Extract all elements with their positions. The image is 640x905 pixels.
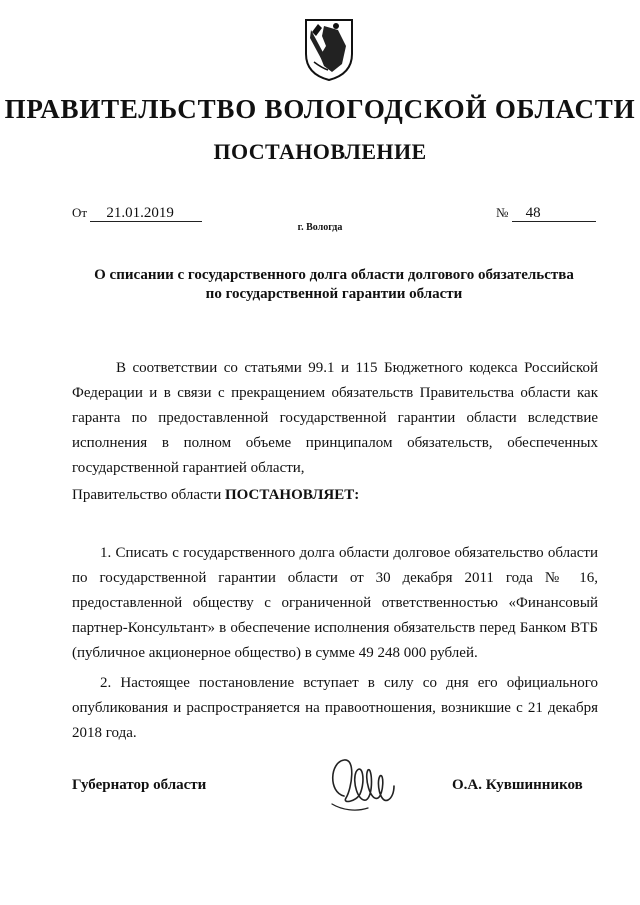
resolve-line [72, 483, 598, 508]
clause-1: 1. Списать с государственного долга области долговое обязательство области по государственной гарантии области от 30 декабря 2011 года № 16, предоставленной обществу с ограниченной ответственностью «Финансовый партнер-Консультант» в обеспечение исполнения обязательств перед Банком ВТБ (публичное акционерное общество) в сумме 49 248 000 рублей. [72, 545, 598, 661]
document-type: ПОСТАНОВЛЕНИЕ [213, 139, 427, 164]
date-prefix: От [72, 205, 88, 220]
government-title: ПРАВИТЕЛЬСТВО ВОЛОГОДСКОЙ ОБЛАСТИ [4, 94, 636, 124]
subject-line: О списании с государственного долга области долгового обязательства [94, 267, 574, 283]
date-field [72, 205, 202, 222]
document-subject [74, 266, 594, 304]
resolve-word: ПОСТАНОВЛЯЕТ: [224, 487, 360, 503]
clause-2: 2. Настоящее постановление вступает в силу со дня его официального опубликования и распространяется на правоотношения, возникшие с 21 декабря 2018 года. [72, 675, 598, 741]
intro-paragraph: В соответствии со статьями 99.1 и 115 Бюджетного кодекса Российской Федерации и в связи с прекращением обязательств Правительства области как гаранта по предоставленной государственной гарантии области вследствие исполнения в полном объеме принципалом обязательств, обеспеченных государственной гарантией области, [72, 360, 598, 476]
handwritten-signature-icon [322, 752, 400, 818]
subject-line: по государственной гарантии области [205, 286, 463, 302]
governor-label: Губернатор области [72, 777, 207, 793]
date-value: 21.01.2019 [90, 205, 202, 222]
vologda-coat-of-arms-icon [302, 16, 356, 82]
city: г. Вологда [297, 222, 343, 233]
number-value: 48 [512, 205, 596, 222]
governor-name: О.А. Кувшинников [452, 777, 583, 793]
number-prefix: № [496, 205, 509, 220]
resolve-prefix: Правительство области [72, 487, 222, 503]
number-field [496, 205, 596, 222]
